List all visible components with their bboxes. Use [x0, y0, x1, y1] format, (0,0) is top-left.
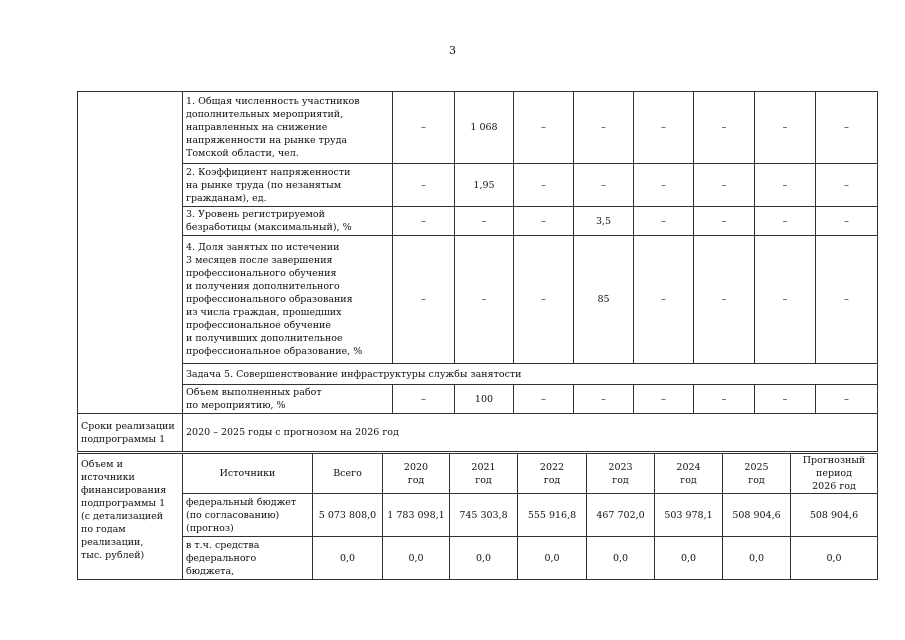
- finance-source: федеральный бюджет (по согласованию) (прогноз): [183, 494, 313, 537]
- indicator-value: –: [393, 207, 455, 236]
- indicator-value: –: [755, 207, 816, 236]
- column-header: 2024 год: [655, 454, 723, 494]
- indicator-value: –: [393, 385, 455, 414]
- indicator-value: –: [514, 236, 574, 364]
- indicator-value: 100: [455, 385, 514, 414]
- indicator-value: –: [694, 236, 755, 364]
- indicator-value: 1 068: [455, 92, 514, 164]
- indicator-value: –: [634, 236, 694, 364]
- finance-value: 745 303,8: [450, 494, 518, 537]
- empty-cell: [78, 92, 183, 414]
- column-header: Источники: [183, 454, 313, 494]
- table-row: [78, 385, 878, 414]
- indicator-value: 85: [574, 236, 634, 364]
- table-row: [78, 494, 878, 537]
- indicator-value: –: [634, 164, 694, 207]
- indicator-value: –: [634, 92, 694, 164]
- column-header: 2022 год: [518, 454, 587, 494]
- finance-value: 508 904,6: [791, 494, 878, 537]
- table-row: [78, 92, 878, 164]
- indicator-label: Объем выполненных работ по мероприятию, %: [183, 385, 393, 414]
- indicator-value: –: [755, 236, 816, 364]
- indicator-value: 1,95: [455, 164, 514, 207]
- finance-value: 0,0: [587, 537, 655, 580]
- column-header: Всего: [313, 454, 383, 494]
- finance-value: 508 904,6: [723, 494, 791, 537]
- indicator-value: –: [514, 385, 574, 414]
- indicator-value: –: [694, 385, 755, 414]
- indicator-label: 2. Коэффициент напряженности на рынке труда (по незанятым гражданам), ед.: [183, 164, 393, 207]
- finance-value: 467 702,0: [587, 494, 655, 537]
- table-row: [78, 364, 878, 385]
- indicator-label: 4. Доля занятых по истечении 3 месяцев после завершения профессионального обучения и получения дополнительного профессионального образования из числа граждан, прошедших профессиональное обучение и получивших дополнительное профессиональное образование, %: [183, 236, 393, 364]
- indicator-value: –: [755, 92, 816, 164]
- indicator-value: –: [755, 385, 816, 414]
- indicator-label: 3. Уровень регистрируемой безработицы (максимальный), %: [183, 207, 393, 236]
- finance-value: 555 916,8: [518, 494, 587, 537]
- finance-value: 0,0: [723, 537, 791, 580]
- indicator-value: –: [694, 164, 755, 207]
- terms-value: 2020 – 2025 годы с прогнозом на 2026 год: [183, 414, 878, 452]
- table-row: [78, 537, 878, 580]
- finance-label: Объем и источники финансирования подпрограммы 1 (с детализацией по годам реализации, тыс. рублей): [78, 454, 183, 580]
- column-header: 2025 год: [723, 454, 791, 494]
- table-row: [78, 454, 878, 494]
- indicator-value: –: [634, 385, 694, 414]
- task-heading: Задача 5. Совершенствование инфраструктуры службы занятости: [183, 364, 878, 385]
- finance-value: 0,0: [383, 537, 450, 580]
- indicator-value: –: [455, 236, 514, 364]
- page-number: 3: [449, 44, 456, 57]
- finance-value: 503 978,1: [655, 494, 723, 537]
- column-header: 2023 год: [587, 454, 655, 494]
- table-row: [78, 414, 878, 452]
- table-row: [78, 164, 878, 207]
- indicator-value: –: [514, 207, 574, 236]
- indicator-value: –: [634, 207, 694, 236]
- column-header: 2021 год: [450, 454, 518, 494]
- indicator-value: –: [816, 236, 878, 364]
- table-row: [78, 236, 878, 364]
- finance-value: 5 073 808,0: [313, 494, 383, 537]
- indicator-value: –: [574, 92, 634, 164]
- indicator-value: –: [574, 164, 634, 207]
- finance-value: 1 783 098,1: [383, 494, 450, 537]
- indicator-value: –: [755, 164, 816, 207]
- indicator-value: –: [574, 385, 634, 414]
- indicator-value: –: [816, 164, 878, 207]
- indicator-value: –: [816, 385, 878, 414]
- finance-value: 0,0: [655, 537, 723, 580]
- indicator-label: 1. Общая численность участников дополнительных мероприятий, направленных на снижение напряженности на рынке труда Томской области, чел.: [183, 92, 393, 164]
- indicator-value: –: [816, 92, 878, 164]
- indicator-value: –: [514, 164, 574, 207]
- finance-value: 0,0: [313, 537, 383, 580]
- column-header: 2020 год: [383, 454, 450, 494]
- table-row: [78, 207, 878, 236]
- indicator-value: –: [393, 92, 455, 164]
- indicator-value: –: [514, 92, 574, 164]
- indicator-value: –: [816, 207, 878, 236]
- finance-value: 0,0: [450, 537, 518, 580]
- indicator-value: –: [455, 207, 514, 236]
- indicator-value: –: [393, 164, 455, 207]
- indicator-value: –: [393, 236, 455, 364]
- finance-table: [77, 453, 878, 580]
- finance-value: 0,0: [518, 537, 587, 580]
- indicator-value: –: [694, 207, 755, 236]
- terms-label: Сроки реализации подпрограммы 1: [78, 414, 183, 452]
- column-header: Прогнозный период 2026 год: [791, 454, 878, 494]
- indicator-value: –: [694, 92, 755, 164]
- indicators-table: [77, 91, 878, 452]
- finance-source: в т.ч. средства федерального бюджета,: [183, 537, 313, 580]
- finance-value: 0,0: [791, 537, 878, 580]
- indicator-value: 3,5: [574, 207, 634, 236]
